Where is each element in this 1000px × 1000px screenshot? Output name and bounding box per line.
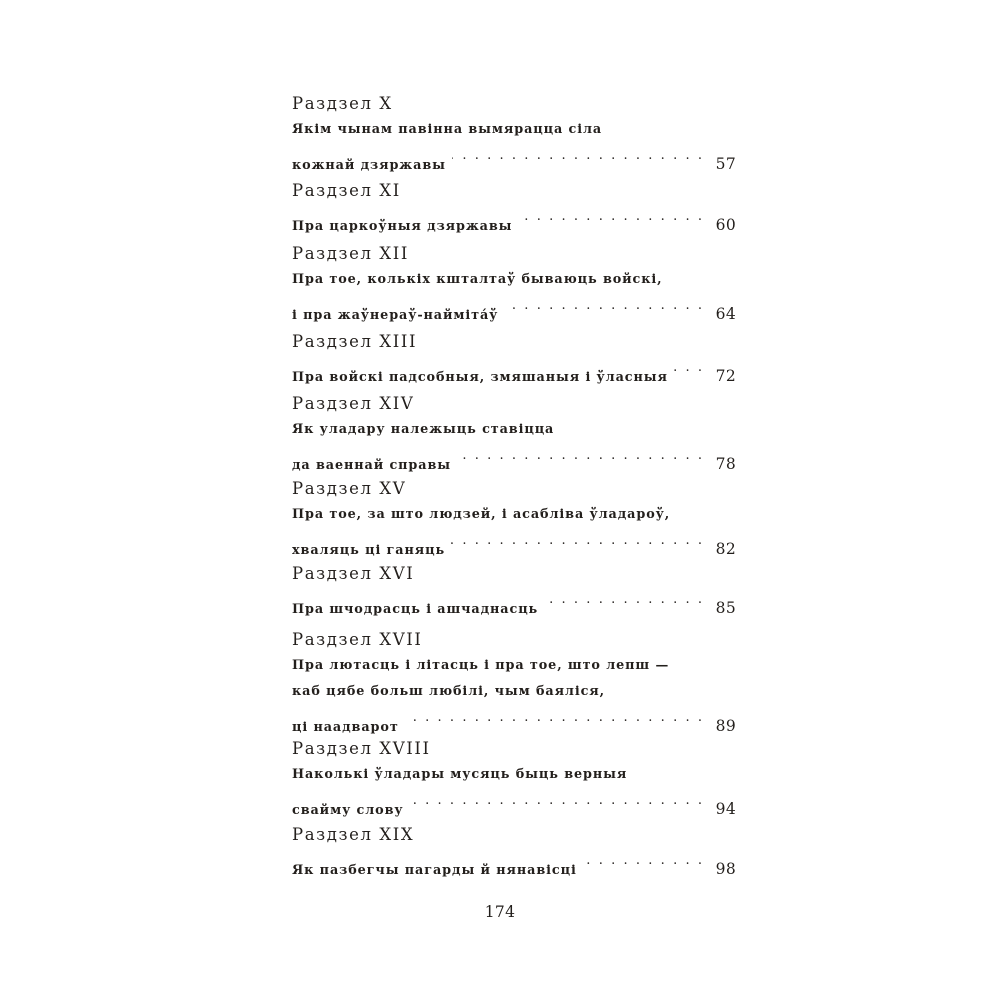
toc-section-xix [292, 822, 736, 882]
page-number: 85 [715, 599, 736, 617]
toc-section-xviii [292, 736, 736, 822]
toc-entry[interactable] [292, 355, 736, 385]
toc-section-xv [292, 476, 736, 561]
section-title-line: хваляць ці ганяць [292, 543, 446, 558]
dot-leader [452, 143, 702, 169]
toc-section-xiii [292, 329, 736, 391]
page-folio-number: 174 [484, 903, 516, 921]
toc-section-xvi [292, 561, 736, 623]
section-title-line: і пра жаўнераў-найміта́ў [292, 308, 499, 323]
page-number: 82 [715, 540, 736, 558]
page-number: 78 [715, 455, 736, 473]
section-heading: Раздзел XV [292, 479, 407, 498]
toc-entry[interactable] [292, 705, 736, 735]
dot-leader [674, 355, 702, 381]
page-number: 57 [715, 155, 736, 173]
dot-leader [518, 204, 702, 230]
section-heading: Раздзел XVIII [292, 739, 431, 758]
section-title-line: ці наадварот [292, 720, 399, 735]
section-heading: Раздзел XIX [292, 825, 415, 844]
toc-section-x [292, 91, 736, 174]
section-title-line: да ваеннай справы [292, 458, 451, 473]
toc-entry[interactable] [292, 204, 736, 234]
section-title-line: Як уладару належыць ставіцца [292, 422, 555, 437]
toc-section-xi [292, 178, 736, 241]
page-number: 72 [715, 367, 736, 385]
dot-leader [451, 528, 702, 554]
section-title-line: Як пазбегчы пагарды й нянавісці [292, 863, 577, 878]
section-title-line: Пра тое, колькіх кшталтаў бываюць войскі, [292, 272, 663, 287]
table-of-contents [292, 91, 736, 882]
section-title-line: кожнай дзяржавы [292, 158, 446, 173]
page-number: 98 [715, 860, 736, 878]
toc-entry[interactable] [292, 528, 736, 558]
section-title-line: каб цябе больш любілі, чым баяліся, [292, 684, 606, 699]
toc-entry[interactable] [292, 293, 736, 323]
dot-leader [544, 587, 702, 613]
section-title-line: Якім чынам павінна вымярацца сіла [292, 122, 603, 137]
dot-leader [409, 788, 702, 814]
dot-leader [405, 705, 702, 731]
page-number: 94 [715, 800, 736, 818]
section-heading: Раздзел XVII [292, 630, 423, 649]
section-title-line: Пра шчодрасць і ашчаднасць [292, 602, 539, 617]
toc-entry[interactable] [292, 143, 736, 173]
section-heading: Раздзел XVI [292, 564, 415, 583]
toc-section-xiv [292, 391, 736, 476]
section-heading: Раздзел XII [292, 244, 409, 263]
section-title-line: Пра тое, за што людзей, і асабліва ўладароў, [292, 507, 671, 522]
page-number: 60 [715, 216, 736, 234]
dot-leader [504, 293, 702, 319]
toc-section-xvii [292, 627, 736, 736]
toc-entry[interactable] [292, 587, 736, 617]
dot-leader [457, 443, 702, 469]
section-title-line: Пра войскі падсобныя, змяшаныя і ўласныя [292, 370, 668, 385]
section-title-line: Наколькі ўладары мусяць быць верныя [292, 767, 628, 782]
toc-entry[interactable] [292, 788, 736, 818]
dot-leader [583, 848, 702, 874]
page-number: 64 [715, 305, 736, 323]
section-heading: Раздзел XIV [292, 394, 415, 413]
toc-section-xii [292, 241, 736, 329]
section-heading: Раздзел X [292, 94, 393, 113]
section-title-line: Пра царкоўныя дзяржавы [292, 219, 513, 234]
section-title-line: Пра лютасць і літасць і пра тое, што лепш — [292, 658, 670, 673]
section-heading: Раздзел XIII [292, 332, 418, 351]
section-title-line: свайму слову [292, 803, 404, 818]
page-number: 89 [715, 717, 736, 735]
toc-entry[interactable] [292, 443, 736, 473]
section-heading: Раздзел XI [292, 181, 401, 200]
toc-entry[interactable] [292, 848, 736, 878]
